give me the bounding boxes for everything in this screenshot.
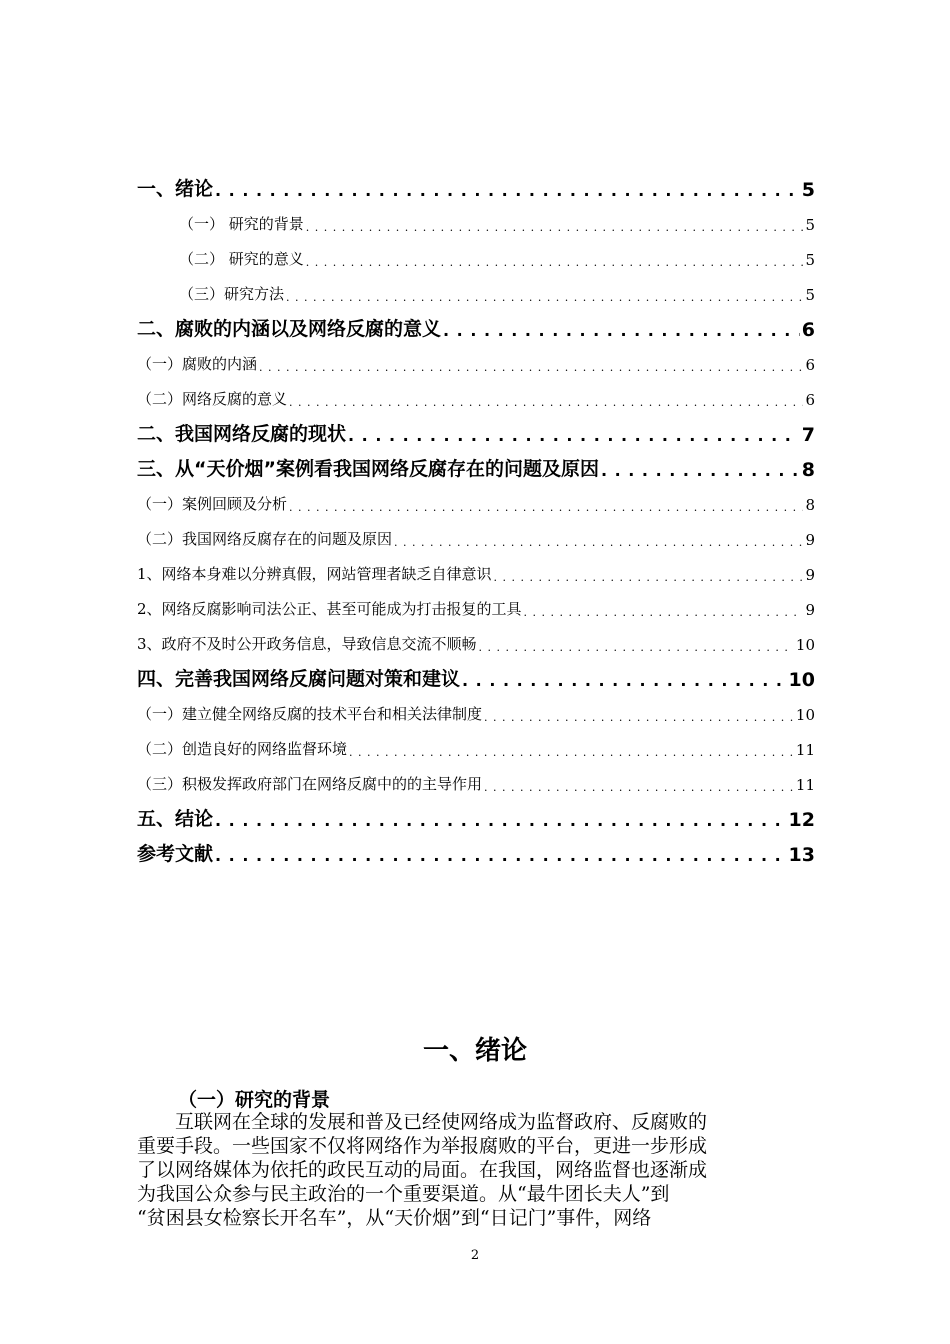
toc-leader-dots bbox=[524, 606, 804, 625]
body-line: 了以网络媒体为依托的政民互动的局面。在我国，网络监督也逐渐成 bbox=[137, 1159, 708, 1181]
toc-entry-title: （二）网络反腐的意义 bbox=[137, 390, 288, 408]
toc-entry-title: （二）我国网络反腐存在的问题及原因 bbox=[137, 530, 393, 548]
toc-entry-page: 5 bbox=[805, 286, 815, 304]
toc-entry-title: （二） 研究的意义 bbox=[179, 250, 304, 268]
toc-entry-title: （一）腐败的内涵 bbox=[137, 355, 258, 373]
toc-entry-page: 13 bbox=[788, 844, 815, 866]
toc-entry-page: 5 bbox=[805, 216, 815, 234]
toc-entry[interactable] bbox=[137, 660, 815, 695]
toc-entry-title: 五、结论 bbox=[137, 808, 214, 830]
toc-entry-page: 7 bbox=[801, 424, 815, 446]
toc-entry[interactable] bbox=[137, 205, 815, 240]
toc-entry[interactable] bbox=[137, 520, 815, 555]
toc-leader-dots bbox=[443, 321, 800, 345]
toc-entry[interactable] bbox=[137, 765, 815, 800]
toc-entry-page: 8 bbox=[805, 496, 815, 514]
toc-entry[interactable] bbox=[137, 590, 815, 625]
toc-leader-dots bbox=[289, 501, 803, 520]
toc-entry[interactable] bbox=[137, 450, 815, 485]
toc-entry[interactable] bbox=[137, 240, 815, 275]
toc-entry-page: 8 bbox=[801, 459, 815, 481]
section-title: 一、绪论 bbox=[422, 1036, 527, 1066]
toc-leader-dots bbox=[484, 711, 794, 730]
toc-entry-page: 10 bbox=[795, 636, 815, 654]
toc-leader-dots bbox=[215, 181, 800, 205]
toc-entry[interactable] bbox=[137, 170, 815, 205]
toc-leader-dots bbox=[289, 396, 803, 415]
toc-leader-dots bbox=[215, 846, 787, 870]
toc-leader-dots bbox=[259, 361, 803, 380]
toc-entry[interactable] bbox=[137, 625, 815, 660]
body-line: 互联网在全球的发展和普及已经使网络成为监督政府、反腐败的 bbox=[137, 1111, 708, 1133]
toc-leader-dots bbox=[306, 256, 804, 275]
toc-entry-page: 11 bbox=[795, 776, 815, 794]
toc-entry[interactable] bbox=[137, 695, 815, 730]
toc-leader-dots bbox=[349, 746, 794, 765]
toc-leader-dots bbox=[306, 221, 804, 240]
toc-leader-dots bbox=[462, 671, 787, 695]
toc-entry[interactable] bbox=[137, 835, 815, 870]
toc-entry[interactable] bbox=[137, 380, 815, 415]
toc-entry-page: 9 bbox=[805, 566, 815, 584]
toc-entry-title: 二、腐败的内涵以及网络反腐的意义 bbox=[137, 318, 442, 340]
toc-entry-title: 二、我国网络反腐的现状 bbox=[137, 423, 347, 445]
page-number: 2 bbox=[470, 1248, 480, 1263]
toc-entry-page: 5 bbox=[801, 179, 815, 201]
toc-entry-title: 一、绪论 bbox=[137, 178, 214, 200]
toc-entry-title: 四、完善我国网络反腐问题对策和建议 bbox=[137, 668, 461, 690]
toc-entry-page: 11 bbox=[795, 741, 815, 759]
toc-entry-title: 三、从“天价烟”案例看我国网络反腐存在的问题及原因 bbox=[137, 458, 599, 480]
toc-entry-page: 6 bbox=[805, 391, 815, 409]
table-of-contents bbox=[137, 170, 815, 870]
toc-entry[interactable] bbox=[137, 345, 815, 380]
toc-entry[interactable] bbox=[137, 275, 815, 310]
body-line: “贫困县女检察长开名车”，从“天价烟”到“日记门”事件，网络 bbox=[137, 1207, 652, 1229]
toc-entry-page: 10 bbox=[788, 669, 815, 691]
toc-entry[interactable] bbox=[137, 800, 815, 835]
body-line: 为我国公众参与民主政治的一个重要渠道。从“最牛团长夫人”到 bbox=[137, 1183, 670, 1205]
toc-leader-dots bbox=[215, 811, 787, 835]
toc-entry-title: （一）建立健全网络反腐的技术平台和相关法律制度 bbox=[137, 705, 483, 723]
toc-entry[interactable] bbox=[137, 415, 815, 450]
toc-entry-page: 5 bbox=[805, 251, 815, 269]
toc-entry-page: 6 bbox=[805, 356, 815, 374]
toc-entry-page: 9 bbox=[805, 601, 815, 619]
toc-entry-page: 12 bbox=[788, 809, 815, 831]
toc-entry-title: 2、网络反腐影响司法公正、甚至可能成为打击报复的工具 bbox=[137, 600, 522, 618]
toc-leader-dots bbox=[394, 536, 803, 555]
toc-entry-title: （一） 研究的背景 bbox=[179, 215, 304, 233]
toc-entry[interactable] bbox=[137, 730, 815, 765]
toc-leader-dots bbox=[601, 461, 800, 485]
toc-entry-title: （三）积极发挥政府部门在网络反腐中的的主导作用 bbox=[137, 775, 483, 793]
toc-entry-page: 6 bbox=[801, 319, 815, 341]
toc-entry-title: （三）研究方法 bbox=[179, 285, 285, 303]
toc-entry-title: 3、政府不及时公开政务信息，导致信息交流不顺畅 bbox=[137, 635, 477, 653]
toc-entry-page: 10 bbox=[795, 706, 815, 724]
toc-leader-dots bbox=[484, 781, 794, 800]
toc-entry-title: 参考文献 bbox=[137, 843, 214, 865]
toc-entry-title: （二）创造良好的网络监督环境 bbox=[137, 740, 348, 758]
body-paragraph bbox=[137, 1110, 815, 1230]
toc-leader-dots bbox=[348, 426, 800, 450]
toc-leader-dots bbox=[494, 571, 804, 590]
toc-entry-page: 9 bbox=[805, 531, 815, 549]
toc-entry[interactable] bbox=[137, 555, 815, 590]
toc-leader-dots bbox=[479, 641, 794, 660]
toc-entry-title: 1、网络本身难以分辨真假，网站管理者缺乏自律意识 bbox=[137, 565, 492, 583]
subsection-title: （一）研究的背景 bbox=[178, 1089, 331, 1111]
body-line: 重要手段。一些国家不仅将网络作为举报腐败的平台，更进一步形成 bbox=[137, 1135, 708, 1157]
toc-entry[interactable] bbox=[137, 310, 815, 345]
toc-entry[interactable] bbox=[137, 485, 815, 520]
toc-entry-title: （一）案例回顾及分析 bbox=[137, 495, 288, 513]
toc-leader-dots bbox=[286, 291, 803, 310]
